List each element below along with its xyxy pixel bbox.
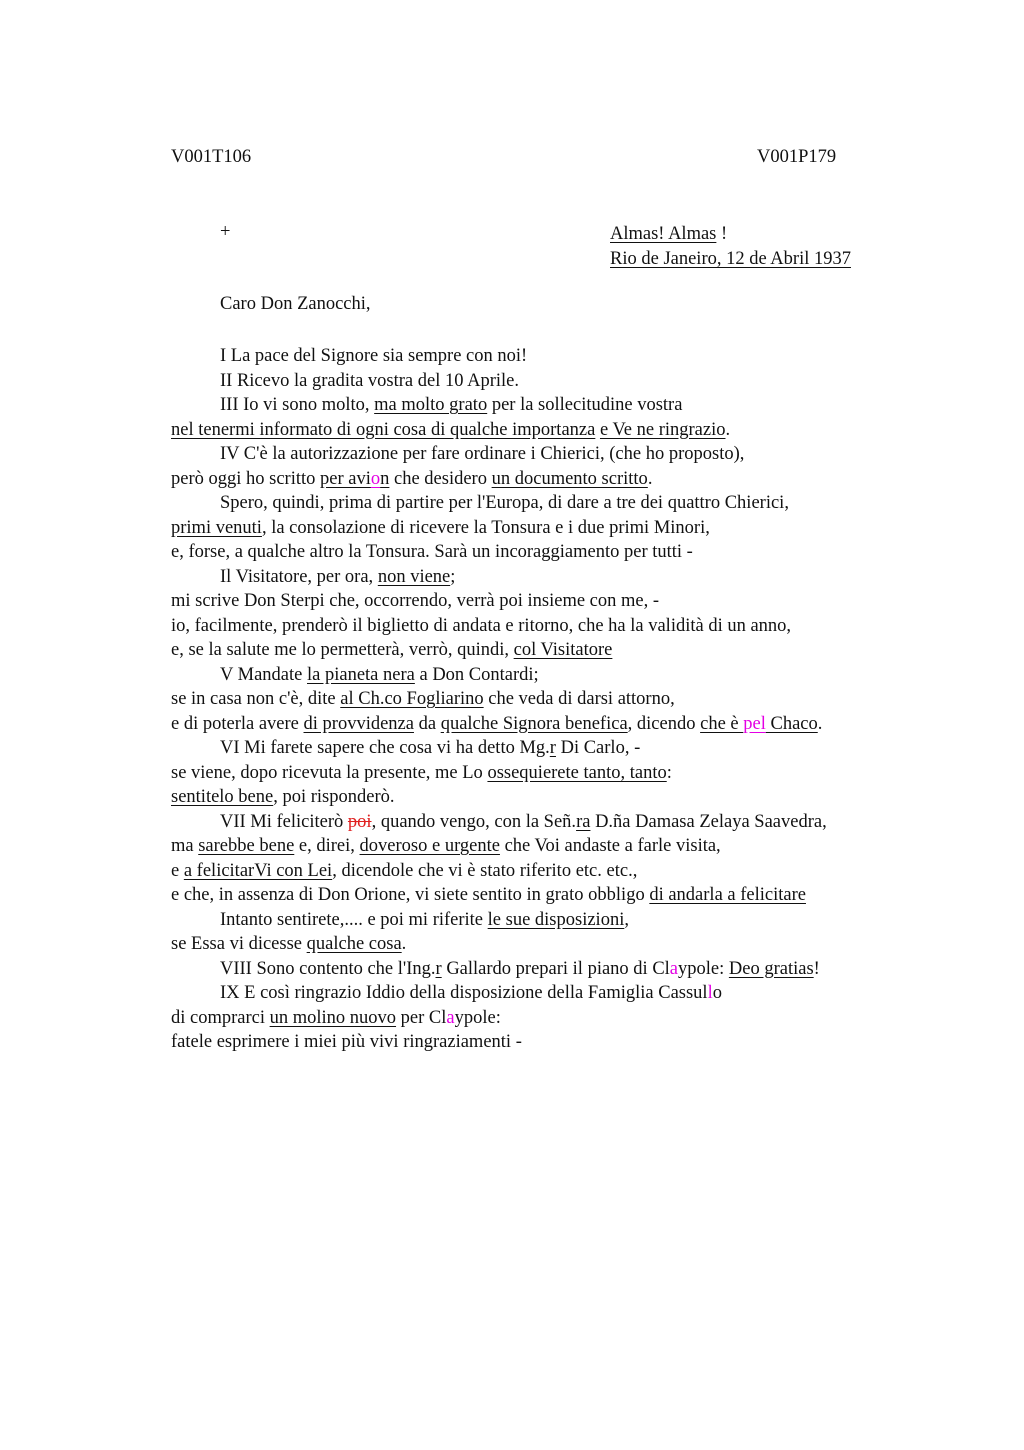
line-text: l: [707, 983, 713, 1003]
underlined-text: col Visitatore: [513, 640, 613, 660]
underlined-text: le sue disposizioni: [487, 909, 625, 930]
underlined-text: qualche cosa: [306, 934, 402, 954]
letter-line: [171, 638, 951, 663]
place-date-block: [610, 222, 851, 271]
underlined-text: un documento scritto: [491, 468, 648, 489]
line-text: fatele esprimere i miei più vivi ringraziamenti -: [171, 1032, 522, 1052]
line-text: e che, in assenza di Don Orione, vi siete sentito in grato obbligo: [171, 885, 650, 905]
line-text: Spero, quindi, prima di partire per l'Europa, di dare a tre dei quattro Chierici,: [220, 493, 789, 513]
line-text: mi scrive Don Sterpi che, occorrendo, verrà poi insieme con me, -: [171, 591, 660, 611]
line-text: per la sollecitudine vostra: [487, 395, 683, 415]
line-text: a: [446, 1007, 455, 1028]
letter-line: [171, 589, 951, 614]
line-text: e, se la salute me lo permetterà, verrò, quindi,: [171, 640, 514, 660]
underlined-text: al Ch.co Fogliarino: [340, 689, 484, 709]
line-text: o: [712, 983, 722, 1003]
line-text: :: [666, 762, 672, 783]
line-text: però oggi ho scritto: [171, 468, 321, 489]
underlined-text: che è: [700, 713, 744, 734]
line-text: VI Mi farete sapere che cosa vi ha detto Mg.: [220, 738, 550, 758]
line-text: che Voi andaste a farle visita,: [499, 836, 721, 856]
line-text: Intanto sentirete,.... e poi mi riferite: [220, 909, 488, 930]
greeting-end: !: [716, 224, 728, 244]
underlined-text: r: [435, 958, 442, 979]
underlined-text: Deo gratias: [728, 958, 814, 979]
line-text: se viene, dopo ricevuta la presente, me Lo: [171, 762, 488, 783]
line-text: , dicendole che vi è stato riferito etc. etc.,: [332, 860, 638, 881]
line-text: e di poterla avere: [171, 713, 304, 734]
letter-line: [171, 369, 951, 394]
underlined-text: di andarla a felicitare: [649, 885, 806, 905]
line-text: Gallardo prepari il piano di Cl: [441, 958, 670, 979]
letter-line: [171, 614, 951, 639]
underlined-text: sentitelo bene: [171, 787, 274, 807]
greeting-line: [610, 222, 851, 247]
letter-line: [171, 418, 951, 443]
line-text: IV C'è la autorizzazione per fare ordinare i Chierici, (che ho proposto),: [220, 444, 745, 464]
line-text: .: [817, 713, 823, 734]
underlined-text: un molino nuovo: [269, 1007, 397, 1028]
line-text: II Ricevo la gradita vostra del 10 Aprile.: [220, 370, 519, 391]
date-text: Rio de Janeiro, 12 de Abril 1937: [610, 248, 851, 269]
underlined-text: e Ve ne ringrazio: [599, 419, 726, 440]
line-text: Il Visitatore, per ora,: [220, 566, 378, 587]
letter-line: [171, 565, 951, 590]
letter-line: [171, 491, 951, 516]
underlined-text: ma molto grato: [374, 395, 488, 415]
letter-line: [171, 663, 951, 688]
letter-line: [171, 687, 951, 712]
line-text: , quando vengo, con la Señ.: [371, 811, 577, 832]
letter-line: [171, 957, 951, 982]
line-text: ypole:: [678, 958, 729, 979]
underlined-text: a felicitarVi con Lei: [183, 860, 333, 881]
underlined-text: qualche Signora benefica: [440, 713, 628, 734]
letter-line: [171, 859, 951, 884]
document-code: V001T106: [171, 147, 252, 167]
letter-line: [171, 981, 951, 1006]
line-text: VII Mi feliciterò: [220, 811, 348, 832]
line-text: .: [401, 934, 407, 954]
letter-body: [171, 344, 951, 1055]
line-text: e, forse, a qualche altro la Tonsura. Sarà un incoraggiamento per tutti -: [171, 542, 693, 562]
line-text: ,: [624, 909, 629, 930]
line-text: .: [725, 419, 731, 440]
line-text: e, direi,: [294, 836, 360, 856]
line-text: !: [813, 958, 820, 979]
line-text: V Mandate: [220, 664, 307, 685]
greeting-text: Almas! Almas: [610, 224, 717, 244]
line-text: , dicendo: [627, 713, 701, 734]
line-text: a Don Contardi;: [414, 664, 539, 685]
letter-line: [171, 712, 951, 737]
line-text: e: [171, 860, 184, 881]
line-text: se Essa vi dicesse: [171, 934, 307, 954]
line-text: , poi risponderò.: [273, 787, 395, 807]
letter-line: [171, 736, 951, 761]
underlined-text: doveroso e urgente: [359, 836, 500, 856]
letter-line: [171, 834, 951, 859]
letter-line: [171, 883, 951, 908]
line-text: di comprarci: [171, 1007, 270, 1028]
letter-line: [171, 785, 951, 810]
underlined-text: non viene: [377, 566, 451, 587]
underlined-text: per avi: [320, 468, 371, 489]
letter-line: [171, 540, 951, 565]
letter-line: [171, 393, 951, 418]
underlined-text: Chaco: [765, 713, 818, 734]
line-text: I La pace del Signore sia sempre con noi!: [220, 346, 528, 366]
underlined-text: la pianeta nera: [307, 664, 415, 685]
underlined-text: ossequierete tanto, tanto: [487, 762, 667, 783]
underlined-text: di provvidenza: [303, 713, 414, 734]
cross-mark: +: [220, 222, 231, 242]
underlined-text: n: [380, 468, 390, 489]
underlined-text: r: [549, 738, 556, 758]
letter-line: [171, 344, 951, 369]
line-text: VIII Sono contento che l'Ing.: [220, 958, 436, 979]
salutation: Caro Don Zanocchi,: [220, 294, 371, 314]
letter-line: [171, 908, 951, 933]
line-text: ma: [171, 836, 199, 856]
line-text: che desidero: [389, 468, 492, 489]
letter-line: [171, 467, 951, 492]
line-text: .: [647, 468, 653, 489]
line-text: per Cl: [396, 1007, 447, 1028]
line-text: D.ña Damasa Zelaya Saavedra,: [590, 811, 827, 832]
line-text: se in casa non c'è, dite: [171, 689, 341, 709]
letter-line: [171, 1006, 951, 1031]
letter-line: [171, 516, 951, 541]
underlined-text: nel tenermi informato di ogni cosa di qualche importanza: [171, 419, 596, 440]
underlined-text: o: [370, 468, 381, 489]
line-text: III Io vi sono molto,: [220, 395, 375, 415]
line-text: , la consolazione di ricevere la Tonsura e i due primi Minori,: [261, 517, 710, 538]
page-code: V001P179: [757, 147, 837, 167]
underlined-text: primi venuti: [171, 517, 262, 538]
underlined-text: sarebbe bene: [198, 836, 295, 856]
date-line: [610, 247, 851, 272]
line-text: ;: [450, 566, 456, 587]
struck-text: poi: [347, 811, 372, 832]
line-text: IX E così ringrazio Iddio della disposizione della Famiglia Cassul: [220, 983, 708, 1003]
line-text: Di Carlo, -: [555, 738, 641, 758]
line-text: io, facilmente, prenderò il biglietto di andata e ritorno, che ha la validità di un anno,: [171, 615, 792, 636]
letter-line: [171, 761, 951, 786]
letter-line: [171, 810, 951, 835]
underlined-text: ra: [576, 811, 591, 832]
underlined-text: pel: [743, 713, 766, 734]
letter-line: [171, 932, 951, 957]
line-text: ypole:: [454, 1007, 501, 1028]
letter-line: [171, 1030, 951, 1055]
line-text: che veda di darsi attorno,: [483, 689, 675, 709]
line-text: da: [413, 713, 441, 734]
line-text: a: [669, 958, 679, 979]
letter-line: [171, 442, 951, 467]
